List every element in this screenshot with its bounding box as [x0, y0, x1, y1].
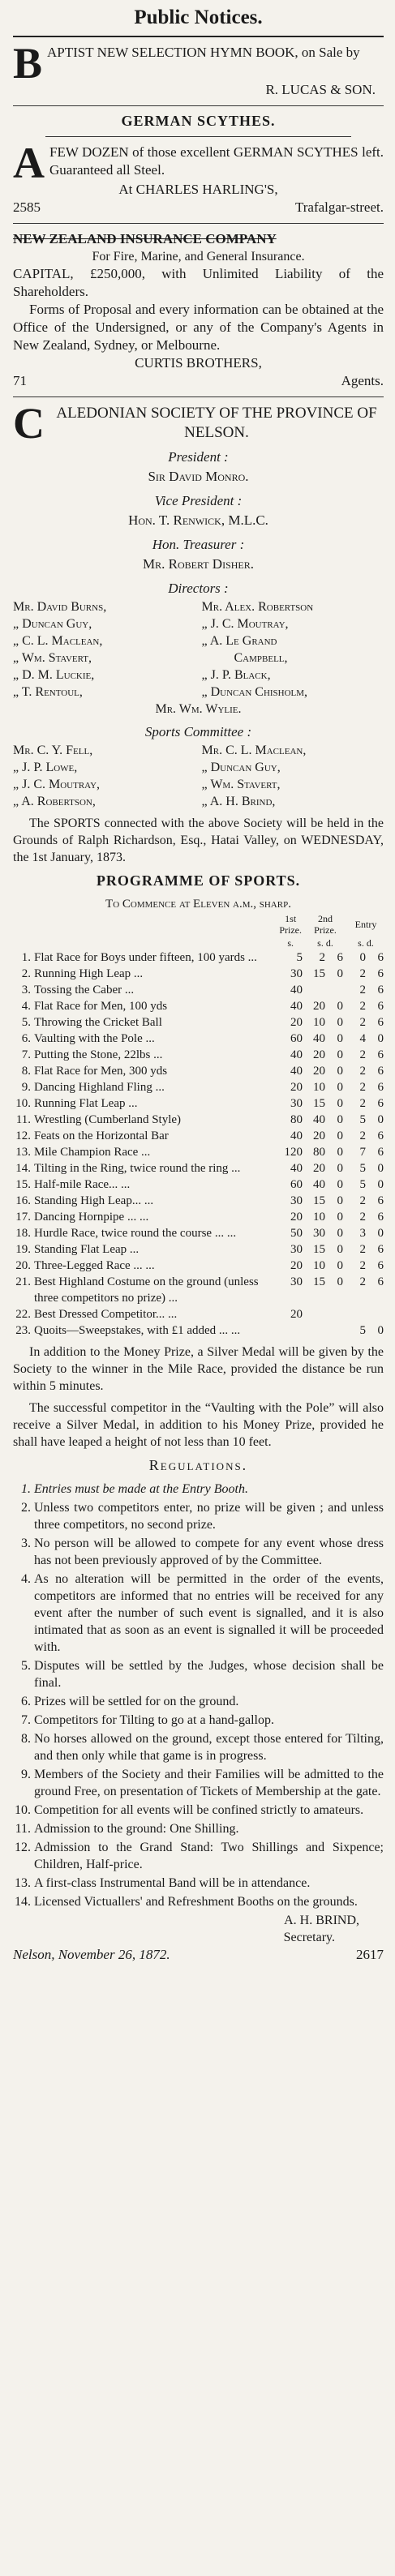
first-prize: 20 [290, 1259, 303, 1272]
event-number: 5. [21, 1016, 31, 1029]
event-row [13, 1193, 384, 1209]
entry-pence: 6 [377, 1065, 384, 1078]
ad-ref: 71 [13, 373, 27, 388]
entry-shillings: 2 [359, 1275, 366, 1288]
director-name: Mr. Wm. Wylie. [155, 702, 242, 716]
second-prize-shillings: 2 [319, 951, 325, 964]
second-prize-shillings: 20 [313, 1000, 325, 1013]
entry-shillings: 2 [359, 1243, 366, 1256]
entry-pence: 6 [377, 1016, 384, 1029]
first-prize [278, 1322, 303, 1339]
director-name: „ Duncan Chisholm, [201, 685, 308, 699]
event-name: Throwing the Cricket Ball [34, 1016, 162, 1029]
event-name: Quoits—Sweepstakes, with £1 added ... ... [34, 1324, 241, 1337]
second-prize-pence: 0 [337, 1243, 343, 1256]
committee-name: „ J. P. Lowe, [13, 761, 78, 774]
entry-pence: 6 [377, 951, 384, 964]
entry-shillings: 2 [359, 1065, 366, 1078]
entry-pence: 6 [377, 1081, 384, 1094]
event-row [13, 966, 384, 982]
second-prize-pence: 0 [337, 1146, 343, 1159]
first-prize: 60 [290, 1032, 303, 1045]
entry-pence: 6 [377, 1048, 384, 1061]
event-row [13, 1160, 384, 1177]
director-name: „ Duncan Guy, [13, 617, 92, 631]
body-text: Forms of Proposal and every information can be obtained at the Office of the Undersigned, or any of the Company's Agents in New Zealand, Sydney, or Melbourne. [13, 302, 384, 353]
entry-shillings: 3 [359, 1227, 366, 1240]
director-name: Campbell, [234, 651, 288, 665]
event-row [13, 1079, 384, 1095]
caledonian-society-ad [13, 399, 384, 1964]
second-prize-pence: 0 [337, 1048, 343, 1061]
second-prize-pence: 0 [337, 1162, 343, 1175]
entry-pence: 0 [377, 1178, 384, 1191]
entry-shillings: 5 [359, 1113, 366, 1126]
ad-text: APTIST NEW SELECTION HYMN BOOK, on Sale by [47, 45, 360, 60]
event-name: Half-mile Race... ... [34, 1178, 131, 1191]
event-row [13, 949, 384, 966]
second-prize-pence: 0 [337, 1065, 343, 1078]
divider [13, 36, 384, 37]
entry-shillings: 4 [359, 1032, 366, 1045]
entry-shillings: 2 [359, 1048, 366, 1061]
event-row [13, 1112, 384, 1128]
entry-pence [366, 1306, 384, 1322]
event-number: 9. [21, 1081, 31, 1094]
event-number: 15. [15, 1178, 31, 1191]
column-unit: s. d. [317, 937, 333, 949]
divider [45, 136, 351, 137]
first-prize: 20 [290, 1081, 303, 1094]
entry-pence: 6 [377, 1194, 384, 1207]
first-prize: 120 [284, 1146, 303, 1159]
regulations-title: Regulations. [148, 1457, 248, 1473]
column-unit: s. [287, 937, 294, 949]
first-prize: 40 [290, 984, 303, 997]
event-row [13, 998, 384, 1014]
event-number: 20. [15, 1259, 31, 1272]
insurance-ad [13, 230, 384, 390]
event-row [13, 1144, 384, 1160]
committee-name: „ Wm. Stavert, [201, 778, 281, 791]
divider [13, 396, 384, 397]
event-number: 21. [15, 1275, 31, 1288]
first-prize: 40 [290, 1048, 303, 1061]
event-row [13, 1258, 384, 1274]
second-prize-pence: 0 [337, 1000, 343, 1013]
second-prize-shillings: 15 [313, 1275, 325, 1288]
event-name: Three-Legged Race ... ... [34, 1259, 155, 1272]
entry-pence: 6 [377, 967, 384, 980]
entry-pence: 6 [377, 1243, 384, 1256]
street: Trafalgar-street. [294, 199, 384, 215]
event-row [13, 1322, 384, 1339]
regulation-item: 1. Entries must be made at the Entry Booth. [34, 1481, 384, 1498]
dropcap: B [13, 39, 43, 88]
signatory-title: Secretary. [283, 1931, 335, 1944]
second-prize-pence: 0 [337, 1129, 343, 1142]
first-prize: 40 [290, 1162, 303, 1175]
event-number: 11. [15, 1113, 31, 1126]
second-prize-pence [325, 1322, 343, 1339]
entry-shillings: 5 [359, 1162, 366, 1175]
regulation-item: 13. A first-class Instrumental Band will be in attendance. [34, 1875, 384, 1892]
second-prize-shillings: 40 [313, 1032, 325, 1045]
second-prize-shillings: 20 [313, 1129, 325, 1142]
second-prize-shillings: 10 [313, 1211, 325, 1224]
event-row [13, 1274, 384, 1306]
entry-pence: 6 [377, 1275, 384, 1288]
second-prize-shillings: 10 [313, 1259, 325, 1272]
event-number: 8. [21, 1065, 31, 1078]
event-number: 2. [21, 967, 31, 980]
company-name: NEW ZEALAND INSURANCE COMPANY [13, 231, 277, 246]
second-prize-shillings [307, 1306, 325, 1322]
second-prize-shillings: 20 [313, 1065, 325, 1078]
first-prize: 60 [290, 1178, 303, 1191]
event-name: Flat Race for Men, 300 yds [34, 1065, 168, 1078]
regulations-list [13, 1481, 384, 1910]
hymn-book-ad [13, 39, 384, 99]
regulation-item: 9. Members of the Society and their Families will be admitted to the ground Free, on presentation of Tickets of Membership at the gate. [34, 1766, 384, 1800]
scythes-ad [13, 113, 384, 216]
event-row [13, 1031, 384, 1047]
event-number: 22. [15, 1308, 31, 1321]
first-prize: 20 [290, 1308, 303, 1321]
event-number: 16. [15, 1194, 31, 1207]
column-unit: s. d. [358, 937, 374, 949]
event-row [13, 1014, 384, 1031]
regulation-item: 11. Admission to the ground: One Shilling. [34, 1820, 384, 1837]
entry-shillings: 0 [359, 951, 366, 964]
second-prize-shillings: 30 [313, 1227, 325, 1240]
first-prize: 30 [290, 1194, 303, 1207]
ad-ref: 2617 [356, 1947, 384, 1962]
divider [13, 223, 384, 224]
first-prize: 30 [290, 1243, 303, 1256]
first-prize: 30 [290, 967, 303, 980]
first-prize: 30 [290, 1097, 303, 1110]
event-name: Running High Leap ... [34, 967, 144, 980]
second-prize-pence: 0 [337, 967, 343, 980]
second-prize-pence: 0 [337, 1194, 343, 1207]
first-prize: 30 [290, 1275, 303, 1288]
event-number: 4. [21, 1000, 31, 1013]
entry-shillings: 7 [359, 1146, 366, 1159]
pole-vault-paragraph: The successful competitor in the “Vaulting with the Pole” will also receive a Silver Medal, in addition to his Money Prize, provided he shall have leaped a height of not less than 10 feet. [13, 1401, 384, 1449]
first-prize: 5 [296, 951, 303, 964]
event-row [13, 1095, 384, 1112]
event-name: Running Flat Leap ... [34, 1097, 138, 1110]
second-prize-pence: 0 [337, 1081, 343, 1094]
second-prize-pence: 0 [337, 1113, 343, 1126]
second-prize-pence: 0 [337, 1211, 343, 1224]
column-header-second-prize: 2nd Prize. [314, 913, 337, 936]
event-name: Vaulting with the Pole ... [34, 1032, 155, 1045]
regulation-item: 8. No horses allowed on the ground, except those entered for Tilting, and then only while that game is in progress. [34, 1730, 384, 1764]
event-number: 6. [21, 1032, 31, 1045]
regulation-item: 6. Prizes will be settled for on the ground. [34, 1693, 384, 1710]
sports-committee-list [13, 742, 384, 810]
event-name: Flat Race for Boys under fifteen, 100 yards ... [34, 951, 257, 964]
committee-name: „ A. Robertson, [13, 795, 96, 808]
second-prize-shillings [307, 982, 325, 998]
event-name: Dancing Highland Fling ... [34, 1081, 165, 1094]
entry-pence: 6 [377, 1259, 384, 1272]
event-number: 19. [15, 1243, 31, 1256]
event-name: Hurdle Race, twice round the course ... ... [34, 1227, 237, 1240]
entry-shillings: 2 [359, 1097, 366, 1110]
insurance-line: For Fire, Marine, and General Insurance. [92, 250, 305, 264]
event-row [13, 1047, 384, 1063]
second-prize-pence: 0 [337, 1032, 343, 1045]
event-name: Best Dressed Competitor... ... [34, 1308, 178, 1321]
second-prize-shillings: 80 [313, 1146, 325, 1159]
director-name: Mr. Alex. Robertson [201, 600, 314, 614]
first-prize: 40 [290, 1129, 303, 1142]
event-row [13, 1177, 384, 1193]
event-name: Standing High Leap... ... [34, 1194, 154, 1207]
capital-text: CAPITAL, £250,000, with Unlimited Liability of the Shareholders. [13, 266, 384, 299]
event-name: Standing Flat Leap ... [34, 1243, 140, 1256]
second-prize-shillings: 15 [313, 1243, 325, 1256]
director-name: „ D. M. Luckie, [13, 668, 95, 682]
society-title: ALEDONIAN SOCIETY OF THE PROVINCE OF NELSON. [56, 405, 377, 441]
regulation-item: 10. Competition for all events will be confined strictly to amateurs. [34, 1802, 384, 1819]
ad-ref: 2585 [13, 199, 41, 215]
committee-name: „ J. C. Moutray, [13, 778, 101, 791]
director-name: „ A. Le Grand [201, 634, 277, 648]
entry-pence: 0 [377, 1113, 384, 1126]
second-prize-pence: 0 [337, 1097, 343, 1110]
regulation-item: 4. As no alteration will be permitted in the order of the events, competitors are informed that no entries will be received for any event after the number of such event is signalled, and it is also intimated that as soon as an event is signalled it will be proceeded with. [34, 1571, 384, 1656]
entry-shillings: 2 [359, 1211, 366, 1224]
event-name: Flat Race for Men, 100 yds [34, 1000, 168, 1013]
regulation-item: 2. Unless two competitors enter, no prize will be given ; and unless three competitors, no second prize. [34, 1499, 384, 1533]
entry-shillings: 2 [359, 1081, 366, 1094]
programme-table [13, 912, 384, 1339]
director-name: „ C. L. Maclean, [13, 634, 103, 648]
second-prize-shillings: 20 [313, 1048, 325, 1061]
director-name: „ J. P. Black, [201, 668, 271, 682]
director-name: Mr. David Burns, [13, 600, 107, 614]
event-name: Best Highland Costume on the ground (unless three competitors no prize) ... [34, 1275, 259, 1305]
first-prize: 40 [290, 1065, 303, 1078]
event-number: 14. [15, 1162, 31, 1175]
entry-shillings: 2 [359, 984, 366, 997]
event-number: 13. [15, 1146, 31, 1159]
intro-paragraph: The SPORTS connected with the above Society will be held in the Grounds of Ralph Richardson, Esq., Hatai Valley, on WEDNESDAY, the 1st January, 1873. [13, 817, 384, 864]
first-prize: 20 [290, 1211, 303, 1224]
event-number: 10. [15, 1097, 31, 1110]
agent-name: CURTIS BROTHERS, [135, 355, 262, 371]
event-name: Wrestling (Cumberland Style) [34, 1113, 182, 1126]
first-prize: 40 [290, 1000, 303, 1013]
event-number: 23. [15, 1324, 31, 1337]
entry-shillings [348, 1306, 366, 1322]
place-date: Nelson, November 26, 1872. [13, 1947, 170, 1962]
event-row [13, 1306, 384, 1322]
second-prize-shillings [307, 1322, 325, 1339]
event-row [13, 1209, 384, 1225]
event-number: 17. [15, 1211, 31, 1224]
regulation-item: 5. Disputes will be settled by the Judges, whose decision shall be final. [34, 1657, 384, 1691]
masthead: Public Notices. [134, 6, 263, 28]
event-number: 1. [21, 951, 31, 964]
entry-pence: 6 [377, 1129, 384, 1142]
director-name: „ Wm. Stavert, [13, 651, 92, 665]
second-prize-pence: 0 [337, 1227, 343, 1240]
event-row [13, 982, 384, 998]
directors-list [13, 598, 384, 701]
second-prize-pence: 0 [337, 1259, 343, 1272]
signatory: A. H. BRIND, [284, 1914, 359, 1927]
ad-text: FEW DOZEN of those excellent GERMAN SCYTHES left. Guaranteed all Steel. [49, 144, 384, 178]
second-prize-pence: 6 [337, 951, 343, 964]
entry-shillings: 2 [359, 1259, 366, 1272]
entry-pence: 6 [377, 1097, 384, 1110]
entry-shillings: 2 [359, 967, 366, 980]
entry-pence: 0 [377, 1227, 384, 1240]
committee-name: Mr. C. L. Maclean, [201, 744, 307, 757]
second-prize-shillings: 10 [313, 1016, 325, 1029]
second-prize-pence: 0 [337, 1178, 343, 1191]
president-label: President : [168, 449, 229, 465]
event-row [13, 1241, 384, 1258]
second-prize-shillings: 20 [313, 1162, 325, 1175]
first-prize: 50 [290, 1227, 303, 1240]
second-prize-shillings: 40 [313, 1178, 325, 1191]
entry-shillings: 2 [359, 1194, 366, 1207]
vice-name: Hon. T. Renwick, M.L.C. [128, 512, 268, 528]
regulation-item: 3. No person will be allowed to compete for any event whose dress has not been previously approved of by the Committee. [34, 1535, 384, 1569]
second-prize-shillings: 15 [313, 1194, 325, 1207]
regulation-item: 7. Competitors for Tilting to go at a hand-gallop. [34, 1712, 384, 1729]
event-name: Mile Champion Race ... [34, 1146, 151, 1159]
second-prize-shillings: 40 [313, 1113, 325, 1126]
event-row [13, 1128, 384, 1144]
silver-medal-paragraph: In addition to the Money Prize, a Silver Medal will be given by the Society to the winner in the Mile Race, provided the distance be run within 5 minutes. [13, 1345, 384, 1393]
director-name: „ T. Rentoul, [13, 685, 83, 699]
entry-shillings: 2 [359, 1016, 366, 1029]
column-header-entry: Entry [354, 919, 377, 930]
address: At CHARLES HARLING'S, [118, 182, 278, 197]
agents-label: Agents. [341, 373, 384, 388]
second-prize-shillings: 15 [313, 967, 325, 980]
committee-name: „ Duncan Guy, [201, 761, 281, 774]
entry-pence: 0 [377, 1324, 384, 1337]
event-name: Putting the Stone, 22lbs ... [34, 1048, 163, 1061]
dropcap: A [13, 139, 45, 187]
entry-pence: 6 [377, 984, 384, 997]
treasurer-label: Hon. Treasurer : [152, 537, 245, 552]
entry-pence: 6 [377, 1000, 384, 1013]
entry-shillings: 5 [359, 1178, 366, 1191]
entry-shillings: 5 [359, 1324, 366, 1337]
second-prize-shillings: 15 [313, 1097, 325, 1110]
event-row [13, 1063, 384, 1079]
sports-label: Sports Committee : [144, 724, 252, 739]
president-name: Sir David Monro. [148, 469, 249, 484]
event-name: Dancing Hornpipe ... ... [34, 1211, 149, 1224]
event-number: 18. [15, 1227, 31, 1240]
column-header-first-prize: 1st Prize. [279, 913, 302, 936]
director-name: „ J. C. Moutray, [201, 617, 289, 631]
second-prize-shillings: 10 [313, 1081, 325, 1094]
entry-shillings: 2 [359, 1000, 366, 1013]
event-name: Tilting in the Ring, twice round the ring ... [34, 1162, 241, 1175]
entry-pence: 0 [377, 1032, 384, 1045]
first-prize: 20 [290, 1016, 303, 1029]
entry-shillings: 2 [359, 1129, 366, 1142]
directors-label: Directors : [168, 581, 229, 596]
event-name: Tossing the Caber ... [34, 984, 135, 997]
committee-name: Mr. C. Y. Fell, [13, 744, 93, 757]
entry-pence: 6 [377, 1146, 384, 1159]
regulation-item: 14. Licensed Victuallers' and Refreshment Booths on the grounds. [34, 1893, 384, 1910]
second-prize-pence [325, 1306, 343, 1322]
regulation-item: 12. Admission to the Grand Stand: Two Shillings and Sixpence; Children, Half-price. [34, 1839, 384, 1873]
commence-line: To Commence at Eleven a.m., sharp. [105, 898, 291, 911]
event-row [13, 1225, 384, 1241]
ad-heading: GERMAN SCYTHES. [121, 113, 276, 129]
event-number: 3. [21, 984, 31, 997]
entry-pence: 0 [377, 1162, 384, 1175]
second-prize-pence: 0 [337, 1016, 343, 1029]
divider [13, 105, 384, 106]
event-number: 7. [21, 1048, 31, 1061]
entry-pence: 6 [377, 1211, 384, 1224]
second-prize-pence: 0 [337, 1275, 343, 1288]
first-prize: 80 [290, 1113, 303, 1126]
committee-name: „ A. H. Brind, [201, 795, 276, 808]
event-number: 12. [15, 1129, 31, 1142]
treasurer-name: Mr. Robert Disher. [142, 556, 255, 572]
event-name: Feats on the Horizontal Bar [34, 1129, 169, 1142]
dropcap: C [13, 399, 45, 448]
programme-title: PROGRAMME OF SPORTS. [96, 872, 301, 889]
vice-label: Vice President : [154, 493, 243, 508]
seller-name: R. LUCAS & SON. [265, 82, 376, 97]
second-prize-pence [325, 982, 343, 998]
